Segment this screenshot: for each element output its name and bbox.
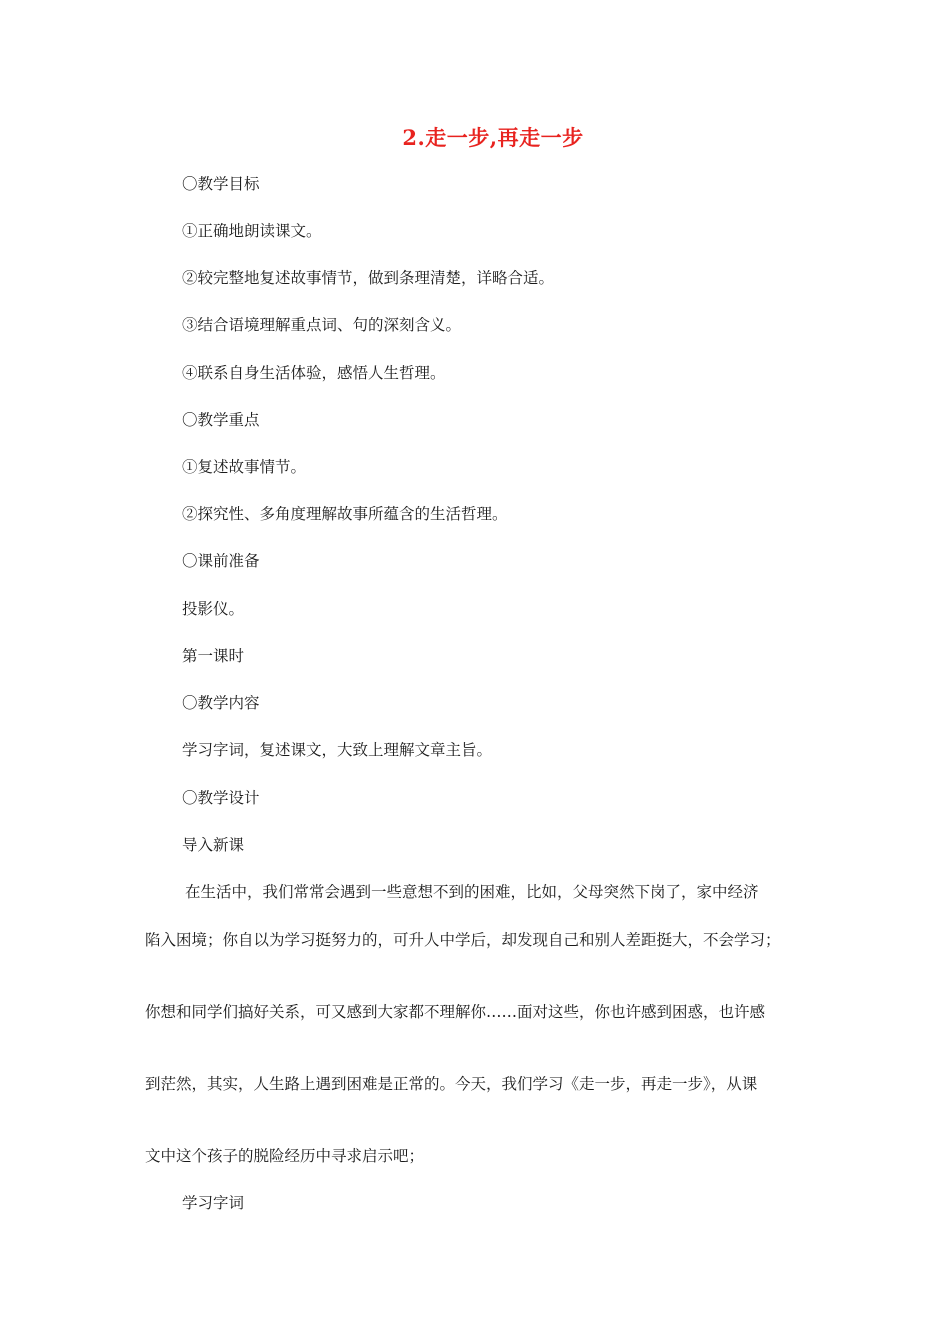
subheading-vocabulary: 学习字词 bbox=[182, 1194, 245, 1212]
heading-teaching-focus: 〇教学重点 bbox=[182, 411, 260, 429]
document-title: 2.走一步,再走一步 bbox=[402, 125, 584, 150]
goal-item-1: ①正确地朗读课文。 bbox=[182, 222, 322, 240]
focus-item-2: ②探究性、多角度理解故事所蕴含的生活哲理。 bbox=[182, 505, 508, 523]
subheading-introduction: 导入新课 bbox=[182, 836, 245, 854]
preparation-text: 投影仪。 bbox=[182, 600, 245, 618]
heading-preparation: 〇课前准备 bbox=[182, 552, 260, 570]
lesson-period-label: 第一课时 bbox=[182, 647, 245, 665]
goal-item-3: ③结合语境理解重点词、句的深刻含义。 bbox=[182, 316, 462, 334]
paragraph-line-5: 文中这个孩子的脱险经历中寻求启示吧； bbox=[145, 1147, 425, 1165]
heading-teaching-goals: 〇教学目标 bbox=[182, 175, 260, 193]
paragraph-line-2: 陷入困境；你自以为学习挺努力的，可升人中学后，却发现自己和别人差距挺大，不会学习； bbox=[145, 931, 781, 949]
goal-item-2: ②较完整地复述故事情节，做到条理清楚，详略合适。 bbox=[182, 269, 555, 287]
teaching-content-text: 学习字词，复述课文，大致上理解文章主旨。 bbox=[182, 741, 493, 759]
paragraph-line-3: 你想和同学们搞好关系，可又感到大家都不理解你……面对这些，你也许感到困惑，也许感 bbox=[145, 1003, 766, 1021]
paragraph-line-4: 到茫然，其实，人生路上遇到困难是正常的。今天，我们学习《走一步，再走一步》，从课 bbox=[145, 1075, 758, 1093]
heading-teaching-content: 〇教学内容 bbox=[182, 694, 260, 712]
focus-item-1: ①复述故事情节。 bbox=[182, 458, 307, 476]
goal-item-4: ④联系自身生活体验，感悟人生哲理。 bbox=[182, 364, 446, 382]
paragraph-line-1: 在生活中，我们常常会遇到一些意想不到的困难，比如，父母突然下岗了，家中经济 bbox=[185, 883, 759, 901]
heading-teaching-design: 〇教学设计 bbox=[182, 789, 260, 807]
